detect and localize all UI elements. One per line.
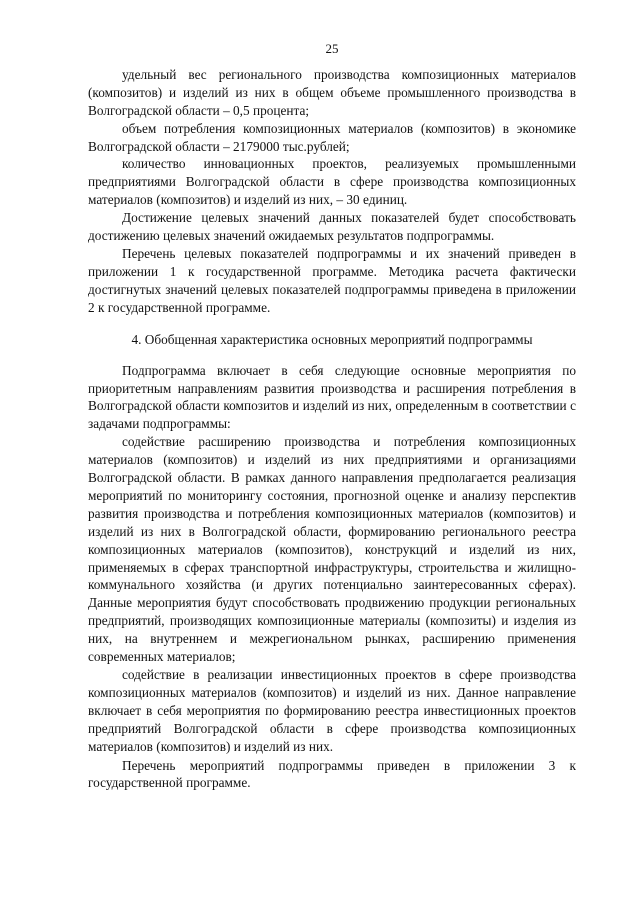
text-block-after [88,362,576,793]
section-heading: 4. Обобщенная характеристика основных мероприятий подпрограммы [131,331,533,347]
paragraph-consumption-indicator: объем потребления композиционных материалов (композитов) в экономике Волгоградской области – 2179000 тыс.рублей; [88,120,576,154]
paragraph-investment-support: содействие в реализации инвестиционных проектов в сфере производства композиционных материалов (композитов) и изделий из них. Данное направление включает в себя мероприятия по формированию реестра инвестиционных проектов предприятий Волгоградской области в сфере производства композиционных материалов (композитов) и изделий из них. [88,667,576,754]
paragraph-subprogram-measures: Подпрограмма включает в себя следующие основные мероприятия по приоритетным направлениям развития производства и расширения потребления в Волгоградской области композитов и изделий из них, определенным в соответствии с задачами подпрограммы: [88,362,576,432]
page-number: 25 [325,41,339,56]
paragraph-projects-indicator: количество инновационных проектов, реализуемых промышленными предприятиями Волгоградской области в сфере производства композиционных материалов (композитов) и изделий из них, – 30 единиц. [88,156,576,208]
text-block-before [88,66,576,317]
paragraph-share-indicator: удельный вес регионального производства композиционных материалов (композитов) и изделий из них в общем объеме промышленного производства в Волгоградской области – 0,5 процента; [88,66,576,118]
paragraph-indicator-list: Перечень целевых показателей подпрограммы и их значений приведен в приложении 1 к государственной программе. Методика расчета фактически достигнутых значений целевых показателей подпрограммы приведена в приложении 2 к государственной программе. [88,245,576,315]
paragraph-target-values: Достижение целевых значений данных показателей будет способствовать достижению целевых значений ожидаемых результатов подпрограммы. [88,210,576,244]
paragraph-measures-list: Перечень мероприятий подпрограммы приведен в приложении 3 к государственной программе. [88,757,576,791]
paragraph-production-support: содействие расширению производства и потребления композиционных материалов (композитов) и изделий из них предприятиями и организациями Волгоградской области. В рамках данного направления предполагается реализация мероприятий по мониторингу состояния, прогнозной оценке и анализу перспектив развития производства и потребления композиционных материалов (композитов) и изделий из них в Волгоградской области, формированию регионального реестра композиционных материалов (композитов), конструкций и изделий из них, применяемых в сферах транспортной инфраструктуры, строительства и жилищно-коммунального хозяйства (и других потенциально заинтересованных сферах). Данные мероприятия будут способствовать продвижению продукции региональных предприятий, производящих композиционные материалы (композиты) и изделия из них, на внутреннем и межрегиональном рынках, расширению применения современных материалов; [88,434,576,665]
